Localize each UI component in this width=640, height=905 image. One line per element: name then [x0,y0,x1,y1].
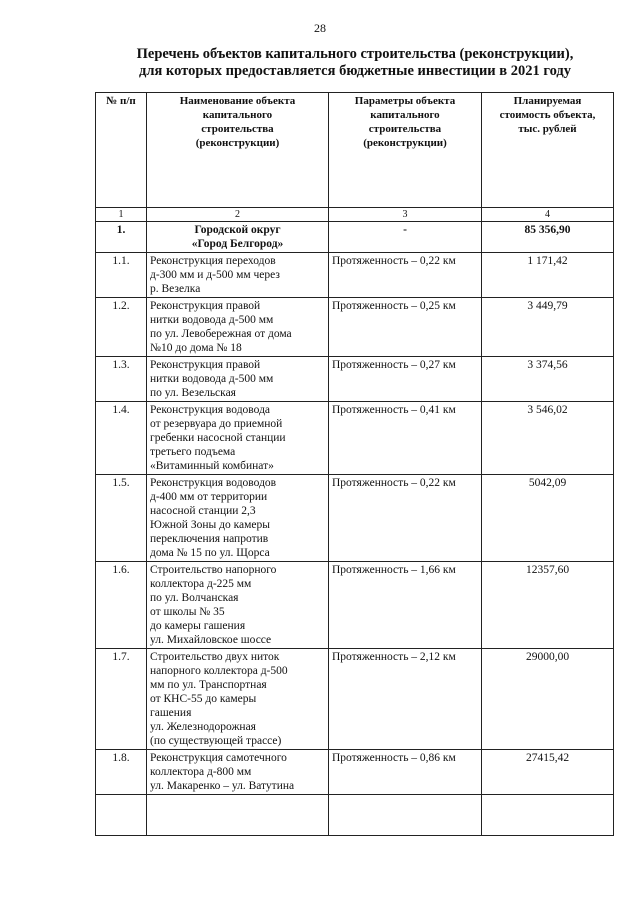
row-params: Протяженность – 0,25 км [329,298,482,357]
table-row [96,402,614,475]
header-name: Наименование объекта капитального строительства (реконструкции) [147,93,329,208]
table-row-empty [96,795,614,836]
row-params: Протяженность – 0,22 км [329,475,482,562]
row-params: Протяженность – 0,22 км [329,253,482,298]
row-num: 1.7. [96,649,147,750]
table-header-row [96,93,614,208]
group-row [96,222,614,253]
row-cost: 12357,60 [482,562,614,649]
row-params: Протяженность – 1,66 км [329,562,482,649]
row-cost: 3 449,79 [482,298,614,357]
table-body [96,253,614,836]
table-row [96,649,614,750]
table-row [96,298,614,357]
row-name: Строительство напорного коллектора д-225 мм по ул. Волчанская от школы № 35 до камеры гашения ул. Михайловское шоссе [147,562,329,649]
header-cost: Планируемая стоимость объекта, тыс. рублей [482,93,614,208]
column-number: 4 [482,208,614,222]
row-cost: 27415,42 [482,750,614,795]
row-params: Протяженность – 0,86 км [329,750,482,795]
row-num: 1.4. [96,402,147,475]
table-row [96,357,614,402]
empty-cell [147,795,329,836]
row-num: 1.3. [96,357,147,402]
row-name: Реконструкция правой нитки водовода д-500 мм по ул. Левобережная от дома №10 до дома № 18 [147,298,329,357]
table-row [96,562,614,649]
group-name: Городской округ «Город Белгород» [147,222,329,253]
row-name: Реконструкция правой нитки водовода д-500 мм по ул. Везельская [147,357,329,402]
row-cost: 3 374,56 [482,357,614,402]
table-row [96,475,614,562]
column-number-row [96,208,614,222]
row-name: Реконструкция водоводов д-400 мм от территории насосной станции 2,3 Южной Зоны до камеры переключения напротив дома № 15 по ул. Щорса [147,475,329,562]
empty-cell [482,795,614,836]
page-number: 28 [314,21,326,35]
row-num: 1.2. [96,298,147,357]
document-title-line-1: Перечень объектов капитального строительства (реконструкции), [136,46,574,62]
empty-cell [96,795,147,836]
column-number: 3 [329,208,482,222]
column-number: 2 [147,208,329,222]
header-params: Параметры объекта капитального строительства (реконструкции) [329,93,482,208]
table-row [96,750,614,795]
objects-table [95,92,614,836]
row-cost: 1 171,42 [482,253,614,298]
row-num: 1.1. [96,253,147,298]
row-params: Протяженность – 0,27 км [329,357,482,402]
empty-cell [329,795,482,836]
row-params: Протяженность – 0,41 км [329,402,482,475]
document-title-line-2: для которых предоставляется бюджетные инвестиции в 2021 году [138,63,572,79]
column-number: 1 [96,208,147,222]
row-name: Реконструкция самотечного коллектора д-800 мм ул. Макаренко – ул. Ватутина [147,750,329,795]
header-num: № п/п [96,93,147,208]
group-params: - [329,222,482,253]
row-cost: 29000,00 [482,649,614,750]
row-num: 1.5. [96,475,147,562]
row-num: 1.8. [96,750,147,795]
row-num: 1.6. [96,562,147,649]
table-row [96,253,614,298]
group-cost: 85 356,90 [482,222,614,253]
row-cost: 5042,09 [482,475,614,562]
row-name: Строительство двух ниток напорного коллектора д-500 мм по ул. Транспортная от КНС-55 до камеры гашения ул. Железнодорожная (по существующей трассе) [147,649,329,750]
group-num: 1. [96,222,147,253]
row-name: Реконструкция водовода от резервуара до приемной гребенки насосной станции третьего подъема «Витаминный комбинат» [147,402,329,475]
row-name: Реконструкция переходов д-300 мм и д-500 мм через р. Везелка [147,253,329,298]
row-cost: 3 546,02 [482,402,614,475]
document-title [60,46,640,80]
row-params: Протяженность – 2,12 км [329,649,482,750]
